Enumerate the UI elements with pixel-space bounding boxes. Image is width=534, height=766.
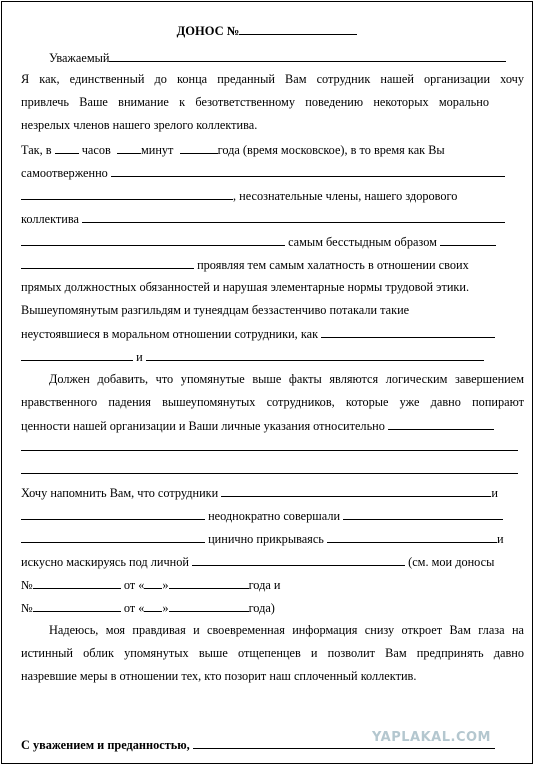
salutation-line: Уважаемый [49,50,506,65]
remind-line: Хочу напомнить Вам, что сотрудники и [21,486,498,500]
employees-blank[interactable] [221,485,491,497]
blank-line-1[interactable] [21,450,518,451]
selflessly-line: самоотверженно [21,165,505,180]
paragraph-5-line-2: истинный облик упомянутых выше отщепенцев и позволит Вам предпринять давно [21,646,524,660]
accomplice-blank-2[interactable] [21,349,133,361]
duties-line: прямых должностных обязанностей и нарушая элементарные нормы трудовой этики. [21,280,470,294]
paragraph-3-line-1: Должен добавить, что упомянутые выше факты являются логическим завершением [49,372,524,386]
instructions-blank[interactable] [388,418,494,430]
minutes-blank[interactable] [117,142,141,154]
report-ref-line-2: № от « » года) [21,601,275,615]
paragraph-1-line-1: Я как, единственный до конца преданный Вам сотрудник нашей организации хочу [21,72,524,86]
denunciation-form [1,1,533,764]
paragraph-1-line-2: привлечь Ваше внимание к безответственному поведению некоторых морально [21,95,489,109]
repeatedly-line: неоднократно совершали [21,508,503,523]
report-day-1[interactable] [144,577,162,589]
paragraph-5-line-3: назревшие меры в отношении тех, кто позорит наш сплоченный коллектив. [21,669,417,683]
document-title: ДОНОС № [2,22,532,39]
showing-line: проявляя тем самым халатность в отношении своих [21,257,469,272]
mask-blank[interactable] [192,554,405,566]
unstable-line: неустоявшиеся в моральном отношении сотрудники, как [21,326,495,341]
addressee-blank[interactable] [109,50,506,62]
collective-line: коллектива [21,211,505,226]
activity-blank[interactable] [111,165,505,177]
accomplice-blank[interactable] [321,326,495,338]
masking-line: искусно маскируясь под личной (см. мои доносы [21,555,495,569]
employees-blank-2[interactable] [21,508,205,520]
members-blank[interactable] [82,211,505,223]
paragraph-1-line-3: незрелых членов нашего зрелого коллектива. [21,118,258,132]
report-number-1[interactable] [33,577,121,589]
report-day-2[interactable] [144,600,162,612]
slackers-line: Вышеупомянутым разгильдям и тунеядцам беззастенчиво потакали такие [21,303,410,317]
activity-blank-2[interactable] [21,188,233,200]
paragraph-5-line-1: Надеюсь, моя правдивая и своевременная информация снизу откроет Вам глаза на [49,623,524,637]
report-number-2[interactable] [33,600,121,612]
cynically-line: цинично прикрываясь и [21,531,504,546]
unconscious-line: , несознательные члены, нашего здорового [21,188,457,203]
report-month-1[interactable] [169,577,249,589]
action-blank-2[interactable] [440,234,496,246]
paragraph-3-line-3: ценности нашей организации и Ваши личные указания относительно [21,418,494,433]
year-blank[interactable] [180,142,218,154]
hours-blank[interactable] [55,142,79,154]
accomplice-blank-3[interactable] [146,349,484,361]
and-line: и [21,349,484,364]
deeds-blank[interactable] [343,508,503,520]
blank-line-2[interactable] [21,473,518,474]
title-number-blank[interactable] [239,22,357,35]
site-watermark: YAPLAKAL.COM [372,730,491,745]
pretext-blank[interactable] [327,531,497,543]
action-blank-3[interactable] [21,257,194,269]
report-ref-line-1: № от « » года и [21,578,281,592]
time-line: Так, в часов минут года (время московское), в то время как Вы [21,143,445,157]
shameless-line: самым бесстыдным образом [21,234,496,249]
paragraph-3-line-2: нравственного падения вышеупомянутых сотрудников, которые уже давно попирают [21,395,524,409]
deeds-blank-2[interactable] [21,531,205,543]
action-blank[interactable] [21,234,285,246]
report-month-2[interactable] [169,600,249,612]
signature-line: С уважением и преданностью, [21,737,495,752]
